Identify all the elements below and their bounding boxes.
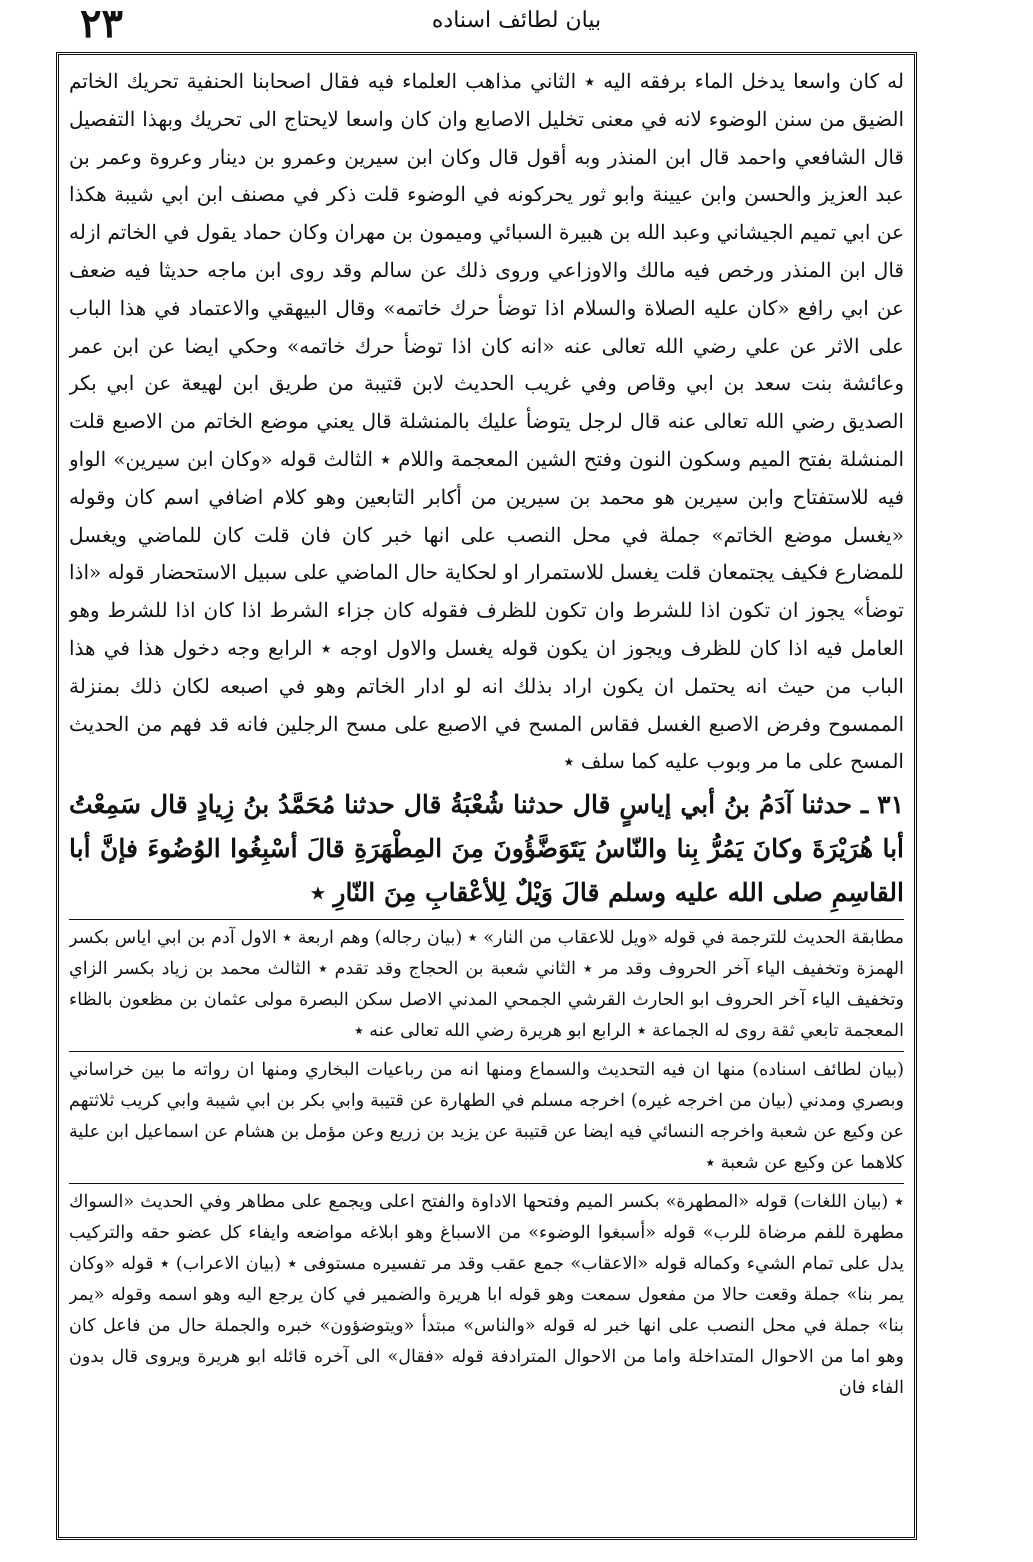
- section-divider: [69, 919, 904, 920]
- section-divider: [69, 1183, 904, 1184]
- page-body: [69, 63, 904, 1529]
- page-frame: [56, 52, 917, 1540]
- commentary-narrators: مطابقة الحديث للترجمة في قوله «ويل للاعقاب من النار» ٭ (بيان رجاله) وهم اربعة ٭ الاول آدم بن ابي اياس بكسر الهمزة وتخفيف الياء آخر الحروف وقد مر ٭ الثاني شعبة بن الحجاج وقد تقدم ٭ الثالث محمد بن زياد بكسر الزاي وتخفيف الياء آخر الحروف ابو الحارث القرشي الجمحي المدني الاصل سكن البصرة مولى عثمان بن مظعون بالظاء المعجمة تابعي ثقة روى له الجماعة ٭ الرابع ابو هريرة رضي الله تعالى عنه ٭: [69, 928, 904, 1042]
- hadith-text: ٣١ ـ حدثنا آدَمُ بنُ أبي إياسٍ قال حدثنا شُعْبَةُ قال حدثنا مُحَمَّدُ بنُ زِيادٍ قال سَمِعْتُ أبا هُرَيْرَةَ وكانَ يَمُرُّ بِنا والنّاسُ يَتَوَضَّؤُونَ مِنَ المِطْهَرَةِ قالَ أسْبِغُوا الوُضُوءَ فإنَّ أبا القاسِمِ صلى الله عليه وسلم قالَ وَيْلٌ لِلأعْقابِ مِنَ النّارِ ٭: [69, 790, 904, 908]
- commentary-paragraph-top: له كان واسعا يدخل الماء برفقه اليه ٭ الثاني مذاهب العلماء فيه فقال اصحابنا الحنفية تحريك الخاتم الضيق من سنن الوضوء لانه في معنى تخليل الاصابع وان كان واسعا لايحتاج الى تحريك وبهذا التفصيل قال الشافعي واحمد قال ابن المنذر وبه أقول قال وكان ابن سيرين وعمرو بن دينار وعروة وعمر بن عبد العزيز والحسن وابن عيينة وابو ثور يحركونه في الوضوء قلت ذكر في مصنف ابن ابي شيبة هكذا عن ابي تميم الجيشاني وعبد الله بن هبيرة السبائي وميمون بن مهران وكان حماد يقول في الخاتم ازله قال ابن المنذر ورخص فيه مالك والاوزاعي وروى ذلك عن سالم وقد روى ابن ماجه حديثا فيه ضعف عن ابي رافع «كان عليه الصلاة والسلام اذا توضأ حرك خاتمه» وقال البيهقي والاعتماد في هذا الباب على الاثر عن علي رضي الله تعالى عنه «انه كان اذا توضأ حرك خاتمه» وحكي ايضا عن ابن عمر وعائشة بنت سعد بن ابي وقاص وفي غريب الحديث لابن قتيبة من طريق ابن لهيعة عن ابي بكر الصديق رضي الله تعالى عنه قال لرجل يتوضأ عليك بالمنشلة قال يعني موضع الخاتم من الاصبع قلت المنشلة بفتح الميم وسكون النون وفتح الشين المعجمة واللام ٭ الثالث قوله «وكان ابن سيرين» الواو فيه للاستفتاح وابن سيرين هو محمد بن سيرين من أكابر التابعين وهو كلام اضافي اسم كان وقوله «يغسل موضع الخاتم» جملة في محل النصب على انها خبر كان فان قلت كان للماضي ويغسل للمضارع فكيف يجتمعان قلت يغسل للاستمرار او لحكاية حال الماضي على سبيل الاستحضار قوله «اذا توضأ» يجوز ان تكون اذا للشرط وان تكون للظرف فقوله كان جزاء الشرط اذا كان اذا للشرط وهو العامل فيه اذا كان للظرف ويجوز ان يكون قوله يغسل والاول اوجه ٭ الرابع وجه دخول هذا في هذا الباب من حيث انه يحتمل ان يكون اراد بذلك انه لو ادار الخاتم وهو في اصبعه لكان ذلك بمنزلة الممسوح وفرض الاصبع الغسل فقاس المسح في الاصبع على مسح الرجلين فانه قد فهم من الحديث المسح على ما مر وبوب عليه كما سلف ٭: [69, 69, 904, 774]
- running-title: بيان لطائف اسناده: [431, 8, 602, 33]
- commentary-isnad: (بيان لطائف اسناده) منها ان فيه التحديث والسماع ومنها انه من رباعيات البخاري ومنها ان رواته ما بين خراساني وبصري ومدني (بيان من اخرجه غيره) اخرجه مسلم في الطهارة عن قتيبة وابي بكر بن ابي شيبة وابي كريب ثلاثتهم عن وكيع عن شعبة واخرجه النسائي فيه ايضا عن قتيبة عن يزيد بن زريع وعن مؤمل بن هشام عن اسماعيل ابن علية كلاهما عن وكيع عن شعبة ٭: [69, 1060, 904, 1174]
- section-divider: [69, 1051, 904, 1052]
- page-header: [0, 0, 1033, 48]
- commentary-lexicon: ٭ (بيان اللغات) قوله «المطهرة» بكسر الميم وفتحها الاداوة والفتح اعلى ويجمع على مطاهر وفي الحديث «السواك مطهرة للفم مرضاة للرب» قوله «أسبغوا الوضوء» من الاسباغ وهو ابلاغه مواضعه وايفاء كل عضو حقه والتركيب يدل على تمام الشيء وكماله قوله «الاعقاب» جمع عقب وقد مر تفسيره مستوفى ٭ (بيان الاعراب) ٭ قوله «وكان يمر بنا» جملة وقعت حالا من مفعول سمعت وهو قوله ابا هريرة والضمير في كان يرجع اليه وهو اسمه وقوله «يمر بنا» جملة في محل النصب على انها خبر له قوله «والناس» مبتدأ «ويتوضؤون» خبره والجملة حال من فاعل كان وهو اما من الاحوال المتداخلة واما من الاحوال المترادفة قوله «فقال» الى آخره قائله ابو هريرة ويروى قال بدون الفاء فان: [69, 1192, 904, 1399]
- page-number: ٢٣: [80, 0, 123, 47]
